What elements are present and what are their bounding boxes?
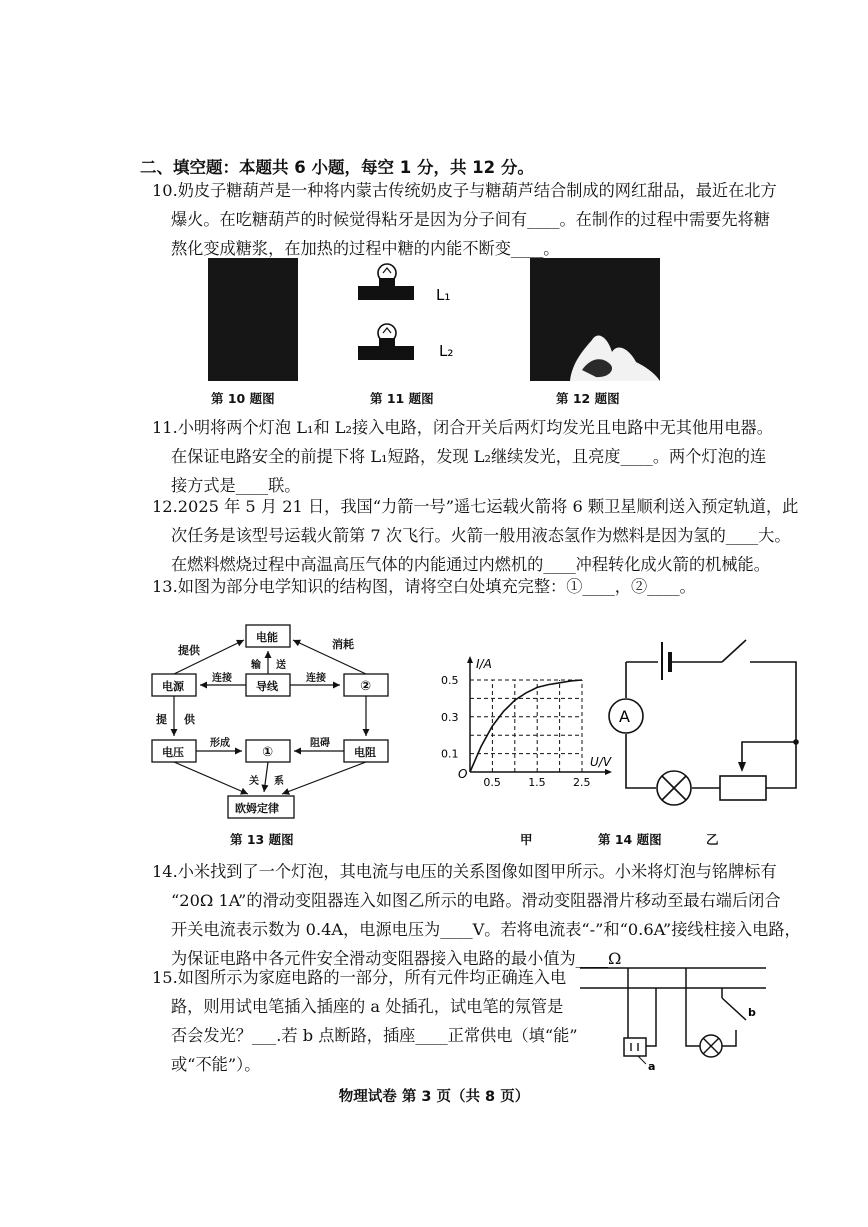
q10-line-3: 熬化变成糖浆，在加热的过程中糖的内能不断变____。	[171, 239, 560, 258]
battery-icon	[662, 642, 670, 680]
y-axis-label: I/A	[476, 657, 492, 671]
point-b-label: b	[748, 1006, 756, 1019]
fig13-concept-map	[148, 618, 408, 828]
question-11	[152, 413, 792, 500]
socket-icon	[624, 1038, 646, 1064]
q12-line-1: 12.2025 年 5 月 21 日，我国“力箭一号”遥七运载火箭将 6 颗卫星顺利送入预定轨道，此	[152, 497, 799, 516]
bulb-l1-icon	[358, 264, 414, 300]
x-axis-label: U/V	[590, 755, 612, 769]
ammeter-icon	[609, 699, 643, 733]
q10-line-1: 10.奶皮子糖葫芦是一种将内蒙古传统奶皮子与糖葫芦结合制成的网红甜品，最近在北方	[152, 181, 777, 200]
bulb-l1-label: L₁	[436, 286, 451, 304]
label-hinder: 阻碍	[310, 738, 330, 749]
label-provide-top: 提供	[178, 644, 200, 657]
label-transmit-b: 送	[276, 660, 286, 671]
q15-line-2: 路，则用试电笔插入插座的 a 处插孔，试电笔的氖管是	[171, 997, 564, 1016]
question-15	[152, 963, 582, 1079]
q14-line-4: 为保证电路中各元件安全滑动变阻器接入电路的最小值为____Ω	[171, 949, 622, 968]
fig15-household-circuit	[576, 960, 772, 1075]
label-rel-a: 关	[249, 776, 259, 787]
fig11-bulbs	[350, 258, 470, 378]
label-provide-b: 供	[184, 713, 195, 726]
fig14-caption: 第 14 题图	[598, 832, 662, 847]
fig12-caption: 第 12 题图	[556, 391, 620, 406]
fig12-photo	[530, 258, 660, 381]
box-voltage-label: 电压	[162, 746, 184, 759]
point-a-label: a	[648, 1060, 656, 1073]
fig10-caption: 第 10 题图	[211, 391, 275, 406]
q13-line-1: 13.如图为部分电学知识的结构图，请将空白处填充完整：①____，②____。	[152, 577, 696, 596]
q12-line-2: 次任务是该型号运载火箭第 7 次飞行。火箭一般用液态氢作为燃料是因为氢的____大。	[171, 526, 791, 545]
label-connect-right: 连接	[306, 673, 326, 684]
junction-dot	[793, 739, 799, 745]
box-blank1-label: ①	[262, 745, 274, 760]
rheostat-icon	[720, 762, 766, 800]
box-ohm-label: 欧姆定律	[235, 802, 279, 815]
y-tick-label: 0.5	[441, 674, 459, 687]
question-10	[152, 176, 792, 263]
section-title: 二、填空题：本题共 6 小题，每空 1 分，共 12 分。	[140, 158, 534, 177]
q15-line-4: 或“不能”）。	[171, 1055, 261, 1074]
bulb-l2-label: L₂	[439, 342, 454, 360]
switch-icon	[722, 640, 746, 662]
box-wire-label: 导线	[256, 680, 278, 693]
box-resistance-label: 电阻	[354, 746, 376, 759]
switch-b-icon	[722, 998, 746, 1020]
q11-line-2: 在保证电路安全的前提下将 L₁短路，发现 L₂继续发光，且亮度____。两个灯泡的连	[171, 447, 767, 466]
fig14-iu-graph	[436, 640, 626, 795]
y-tick-label: 0.1	[441, 747, 459, 761]
question-12	[152, 492, 799, 579]
question-14	[152, 857, 801, 973]
fig14-jia-label: 甲	[520, 832, 533, 847]
label-transmit-a: 输	[251, 660, 261, 671]
question-13	[152, 572, 792, 601]
page-footer: 物理试卷 第 3 页（共 8 页）	[338, 1089, 530, 1105]
q12-line-3: 在燃料燃烧过程中高温高压气体的内能通过内燃机的____冲程转化成火箭的机械能。	[171, 555, 770, 574]
label-rel-b: 系	[274, 776, 284, 787]
q15-line-3: 否会发光？___.若 b 点断路，插座____正常供电（填“能”	[171, 1026, 578, 1045]
q14-line-3: 开关电流表示数为 0.4A，电源电压为____V。若将电流表“-”和“0.6A”接线柱接入电路，	[171, 920, 801, 939]
label-consume: 消耗	[332, 638, 354, 651]
label-provide-a: 提	[156, 713, 167, 726]
label-form: 形成	[210, 738, 230, 749]
box-energy-label: 电能	[256, 631, 278, 644]
iu-curve	[470, 680, 582, 772]
x-tick-label: 2.5	[573, 776, 591, 789]
q11-line-1: 11.小明将两个灯泡 L₁和 L₂接入电路，闭合开关后两灯均发光且电路中无其他用电器。	[152, 418, 773, 437]
fig14-circuit	[600, 630, 810, 810]
q14-line-2: “20Ω 1A”的滑动变阻器连入如图乙所示的电路。滑动变阻器滑片移动至最右端后闭合	[171, 891, 781, 910]
lamp-fig15-icon	[700, 1035, 722, 1057]
origin-label: O	[458, 767, 468, 781]
label-connect-left: 连接	[212, 673, 232, 684]
ammeter-label: A	[619, 707, 630, 726]
q15-line-1: 15.如图所示为家庭电路的一部分，所有元件均正确连入电	[152, 968, 567, 987]
q10-line-2: 爆火。在吃糖葫芦的时候觉得粘牙是因为分子间有____。在制作的过程中需要先将糖	[171, 210, 770, 229]
y-tick-label: 0.3	[441, 710, 459, 724]
x-tick-label: 1.5	[528, 776, 546, 789]
x-tick-label: 0.5	[483, 776, 501, 789]
lamp-icon	[657, 771, 691, 805]
fig13-caption: 第 13 题图	[230, 832, 294, 847]
q11-line-3: 接方式是____联。	[171, 476, 301, 495]
fig11-caption: 第 11 题图	[370, 391, 434, 406]
fig10-photo	[208, 258, 298, 381]
bulb-l2-icon	[358, 324, 414, 360]
q14-line-1: 14.小米找到了一个灯泡，其电流与电压的关系图像如图甲所示。小米将灯泡与铭牌标有	[152, 862, 777, 881]
fig14-yi-label: 乙	[706, 832, 719, 847]
y-axis-arrow	[467, 656, 473, 663]
box-source-label: 电源	[162, 680, 184, 693]
box-blank2-label: ②	[360, 679, 372, 694]
